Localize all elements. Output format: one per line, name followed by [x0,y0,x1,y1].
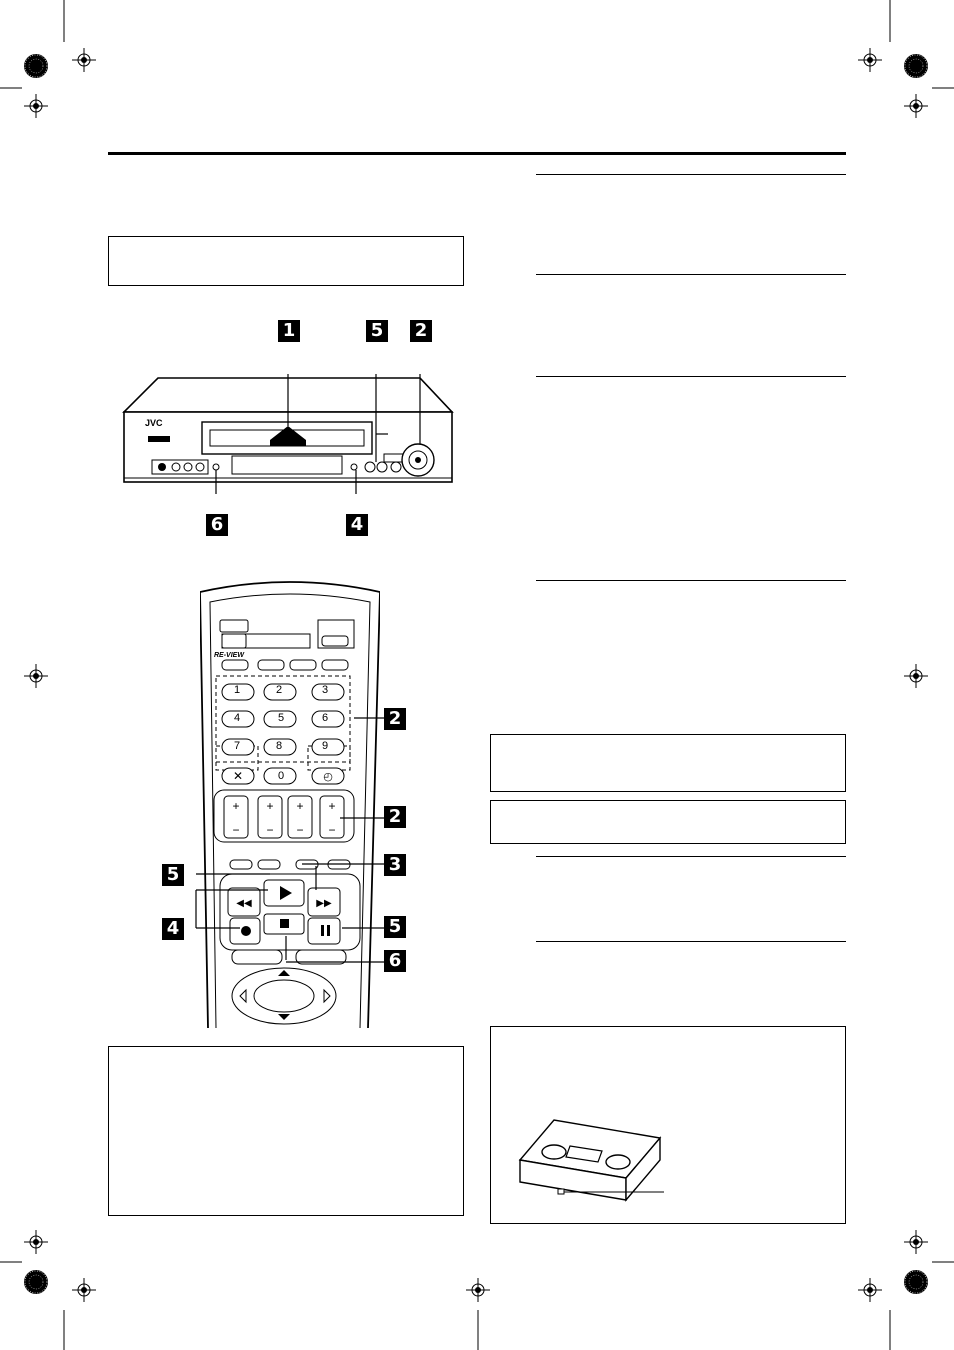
vcr-callout-step: 5 [366,320,388,342]
remote-review-label: RE-VIEW [214,652,244,659]
cassette-illustration [514,1100,674,1204]
vcr-callout-step: 1 [278,320,300,342]
remote-callout-step: 2 [384,806,406,828]
section-rule-6 [536,941,846,942]
svg-text:◀◀: ◀◀ [236,898,252,909]
remote-callout-step: 2 [384,708,406,730]
section-rule-3 [536,376,846,377]
key-1: 1 [234,684,241,696]
remote-callout-step: 5 [162,864,184,886]
section-rule-1 [536,174,846,175]
key-5: 5 [278,712,285,724]
key-9: 9 [322,740,329,752]
key-0: 0 [278,770,285,782]
svg-text:+: + [328,799,336,813]
note-box-right-2 [490,800,846,844]
key-7: 7 [234,740,241,752]
remote-callout-step: 6 [384,950,406,972]
svg-text:+: + [266,799,274,813]
key-3: 3 [322,684,329,696]
remote-callout-step: 4 [162,918,184,940]
section-rule-2 [536,274,846,275]
svg-text:▶▶: ▶▶ [316,898,332,909]
key-8: 8 [276,740,283,752]
key-6: 6 [322,712,329,724]
svg-text:−: − [266,823,274,837]
note-box-bottom-left [108,1046,464,1216]
svg-text:✕: ✕ [232,769,244,783]
vcr-brand-label: JVC [145,418,163,428]
header-rule [108,152,846,155]
vcr-callout-step: 6 [206,514,228,536]
remote-pointer-lines [150,700,400,970]
section-rule-5 [536,856,846,857]
svg-text:+: + [232,799,240,813]
svg-text:◴: ◴ [323,771,333,783]
vcr-callout-step: 4 [346,514,368,536]
svg-text:−: − [232,823,240,837]
key-2: 2 [276,684,283,696]
svg-text:+: + [296,799,304,813]
svg-text:−: − [328,823,336,837]
vcr-callout-step: 2 [410,320,432,342]
svg-text:−: − [296,823,304,837]
section-rule-4 [536,580,846,581]
vcr-front-panel-illustration [118,374,458,494]
key-4: 4 [234,712,241,724]
remote-callout-step: 3 [384,854,406,876]
remote-callout-step: 5 [384,916,406,938]
note-box-top-left [108,236,464,286]
note-box-right-1 [490,734,846,792]
